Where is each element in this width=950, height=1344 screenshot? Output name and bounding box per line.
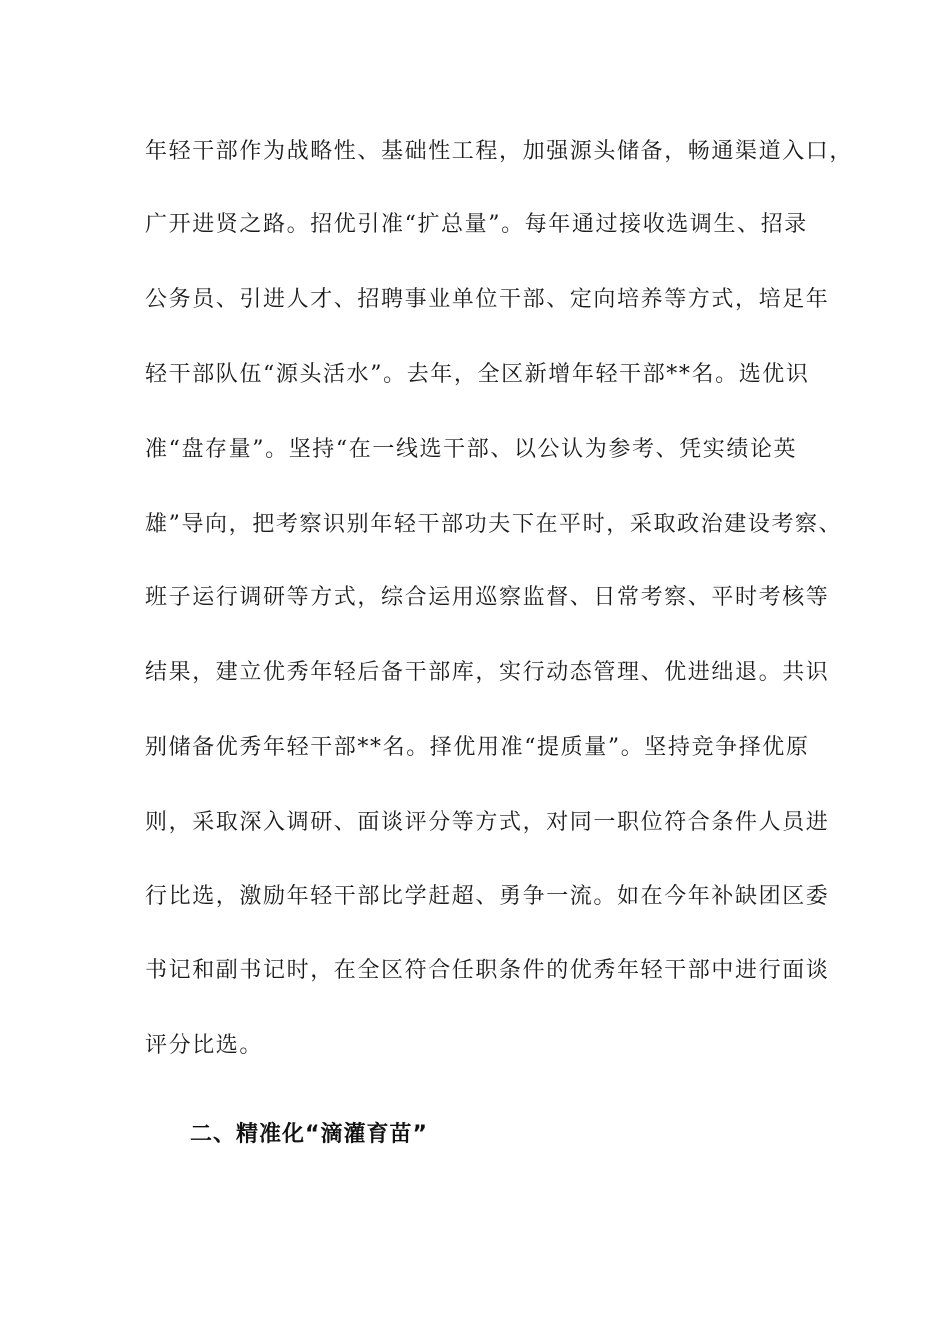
paragraph-line: 书记和副书记时，在全区符合任职条件的优秀年轻干部中进行面谈	[145, 958, 830, 983]
paragraph-line: 公务员、引进人才、招聘事业单位干部、定向培养等方式，培足年	[145, 287, 830, 312]
paragraph-line: 结果，建立优秀年轻后备干部库，实行动态管理、优进绌退。共识	[145, 660, 830, 685]
section-heading: 二、精准化“滴灌育苗”	[190, 1122, 428, 1147]
paragraph-line: 行比选，激励年轻干部比学赶超、勇争一流。如在今年补缺团区委	[145, 884, 830, 909]
paragraph-line: 雄”导向，把考察识别年轻干部功夫下在平时，采取政治建设考察、	[145, 512, 843, 537]
paragraph-line: 班子运行调研等方式，综合运用巡察监督、日常考察、平时考核等	[145, 585, 830, 610]
paragraph-line: 轻干部队伍“源头活水”。去年，全区新增年轻干部**名。选优识	[145, 362, 810, 387]
paragraph-line: 准“盘存量”。坚持“在一线选干部、以公认为参考、凭实绩论英	[145, 437, 798, 462]
paragraph-line: 评分比选。	[145, 1033, 264, 1058]
paragraph-line: 年轻干部作为战略性、基础性工程，加强源头储备，畅通渠道入口，	[145, 139, 854, 164]
paragraph-line: 别储备优秀年轻干部**名。择优用准“提质量”。坚持竞争择优原	[145, 735, 810, 760]
paragraph-line: 则，采取深入调研、面谈评分等方式，对同一职位符合条件人员进	[145, 810, 830, 835]
paragraph-line: 广开进贤之路。招优引准“扩总量”。每年通过接收选调生、招录	[145, 212, 808, 237]
